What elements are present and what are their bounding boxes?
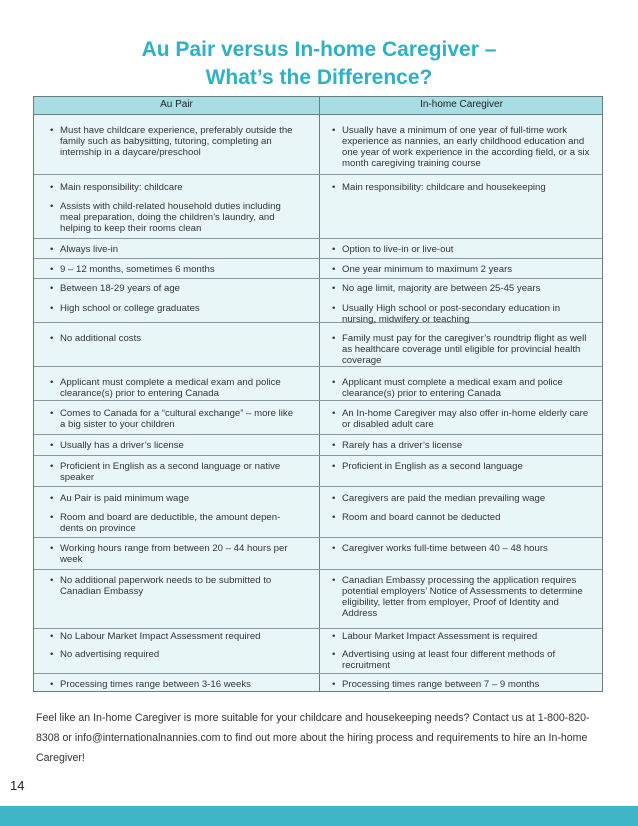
list-item: • Usually has a driver’s license: [50, 440, 184, 451]
list-item: • No age limit, majority are between 25-45 years: [332, 283, 541, 294]
list-item: • Working hours range from between 20 – 44 hours per week: [50, 543, 288, 565]
list-item: • Main responsibility: childcare: [50, 182, 183, 193]
list-item: • Proficient in English as a second language: [332, 461, 523, 472]
list-item: • Assists with child-related household duties including meal preparation, doing the children’s laundry, and helping to keep their rooms clean: [50, 201, 281, 234]
list-item: • Canadian Embassy processing the application requires potential employers’ Notice of Assessments to determine eligibility, letter from employer, Proof of Identity and Address: [332, 575, 583, 619]
row-divider: [34, 278, 602, 279]
list-item: • Applicant must complete a medical exam and police clearance(s) prior to entering Canada: [332, 377, 563, 399]
page-title: [0, 36, 638, 92]
list-item: • Caregiver works full-time between 40 – 48 hours: [332, 543, 548, 554]
list-item: • 9 – 12 months, sometimes 6 months: [50, 264, 215, 275]
row-divider: [34, 400, 602, 401]
title-line-2: What’s the Difference?: [205, 66, 433, 89]
page-number: 14: [10, 778, 25, 793]
column-divider: [319, 97, 320, 691]
list-item: • No additional costs: [50, 333, 142, 344]
list-item: • Room and board are deductible, the amount depen- dents on province: [50, 512, 281, 534]
list-item: • Processing times range between 3-16 weeks: [50, 679, 251, 690]
row-divider: [34, 258, 602, 259]
list-item: • Main responsibility: childcare and housekeeping: [332, 182, 546, 193]
row-divider: [34, 238, 602, 239]
list-item: • One year minimum to maximum 2 years: [332, 264, 513, 275]
list-item: • Usually High school or post-secondary education in nursing, midwifery or teaching: [332, 303, 561, 325]
list-item: • Family must pay for the caregiver’s roundtrip flight as well as healthcare coverage until eligible for provincial health coverage: [332, 333, 587, 366]
row-divider: [34, 434, 602, 435]
list-item: • High school or college graduates: [50, 303, 200, 314]
list-item: • No additional paperwork needs to be submitted to Canadian Embassy: [50, 575, 272, 597]
list-item: • Au Pair is paid minimum wage: [50, 493, 190, 504]
list-item: • Applicant must complete a medical exam and police clearance(s) prior to entering Canada: [50, 377, 281, 399]
list-item: • An In-home Caregiver may also offer in-home elderly care or disabled adult care: [332, 408, 589, 430]
list-item: • Proficient in English as a second language or native speaker: [50, 461, 281, 483]
row-divider: [34, 628, 602, 629]
list-item: • Caregivers are paid the median prevailing wage: [332, 493, 546, 504]
list-item: • No Labour Market Impact Assessment required: [50, 631, 261, 642]
table-header: [34, 97, 602, 115]
comparison-table: [33, 96, 603, 692]
list-item: • Processing times range between 7 – 9 months: [332, 679, 540, 690]
bottom-color-band: [0, 806, 638, 826]
title-line-1: Au Pair versus In-home Caregiver –: [141, 38, 497, 61]
list-item: • Comes to Canada for a “cultural exchange” – more like a big sister to your children: [50, 408, 294, 430]
row-divider: [34, 174, 602, 175]
header-in-home-caregiver: In-home Caregiver: [420, 99, 503, 110]
list-item: • Must have childcare experience, preferably outside the family such as babysitting, tutoring, completing an internship in a daycare/preschool: [50, 125, 293, 158]
row-divider: [34, 455, 602, 456]
row-divider: [34, 569, 602, 570]
list-item: • Labour Market Impact Assessment is required: [332, 631, 538, 642]
list-item: • Between 18-29 years of age: [50, 283, 181, 294]
list-item: • Rarely has a driver’s license: [332, 440, 463, 451]
row-divider: [34, 486, 602, 487]
list-item: • Always live-in: [50, 244, 119, 255]
list-item: • Room and board cannot be deducted: [332, 512, 501, 523]
footer-contact-text: Feel like an In-home Caregiver is more suitable for your childcare and housekeeping needs? Contact us at 1-800-820-8308 or info@internationalnannies.com to find out more about the hiring process and requirements to hire an In-home Caregiver!: [36, 712, 590, 764]
list-item: • No advertising required: [50, 649, 160, 660]
list-item: • Option to live-in or live-out: [332, 244, 454, 255]
list-item: • Usually have a minimum of one year of full-time work experience as nannies, an early childhood education and one year of work experience in the according field, or a six month caregiving training course: [332, 125, 590, 169]
header-au-pair: Au Pair: [160, 99, 193, 110]
list-item: • Advertising using at least four different methods of recruitment: [332, 649, 556, 671]
row-divider: [34, 366, 602, 367]
row-divider: [34, 537, 602, 538]
row-divider: [34, 673, 602, 674]
